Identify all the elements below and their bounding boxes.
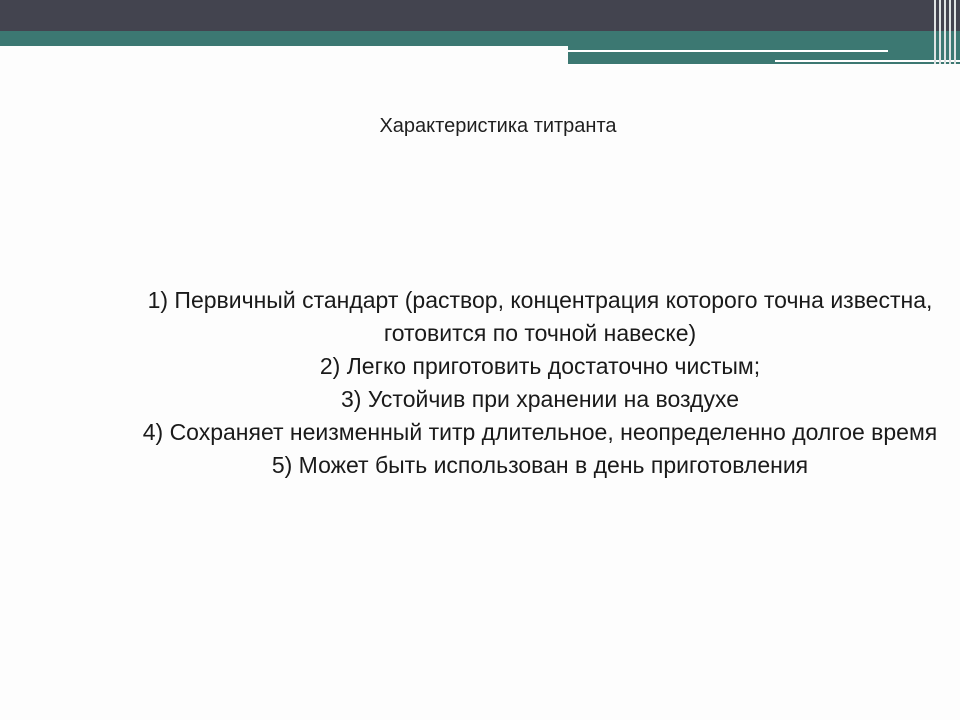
body-line-2: готовится по точной навеске) bbox=[383, 320, 697, 346]
decorative-line bbox=[568, 64, 775, 65]
decorative-line bbox=[568, 50, 888, 52]
body-line-5: 4) Сохраняет неизменный титр длительное, неопределенно долгое время bbox=[142, 419, 938, 445]
header-teal-band bbox=[0, 31, 960, 46]
decorative-vertical-stripes bbox=[930, 0, 960, 64]
body-line-4: 3) Устойчив при хранении на воздухе bbox=[341, 386, 739, 412]
header-dark-band bbox=[0, 0, 960, 31]
slide-body bbox=[0, 284, 960, 482]
body-line-6: 5) Может быть использован в день приготовления bbox=[271, 452, 809, 478]
body-line-1: 1) Первичный стандарт (раствор, концентрация которого точна известна, bbox=[147, 287, 933, 313]
slide-title: Характеристика титранта bbox=[379, 115, 617, 137]
body-line-3: 2) Легко приготовить достаточно чистым; bbox=[319, 353, 761, 379]
